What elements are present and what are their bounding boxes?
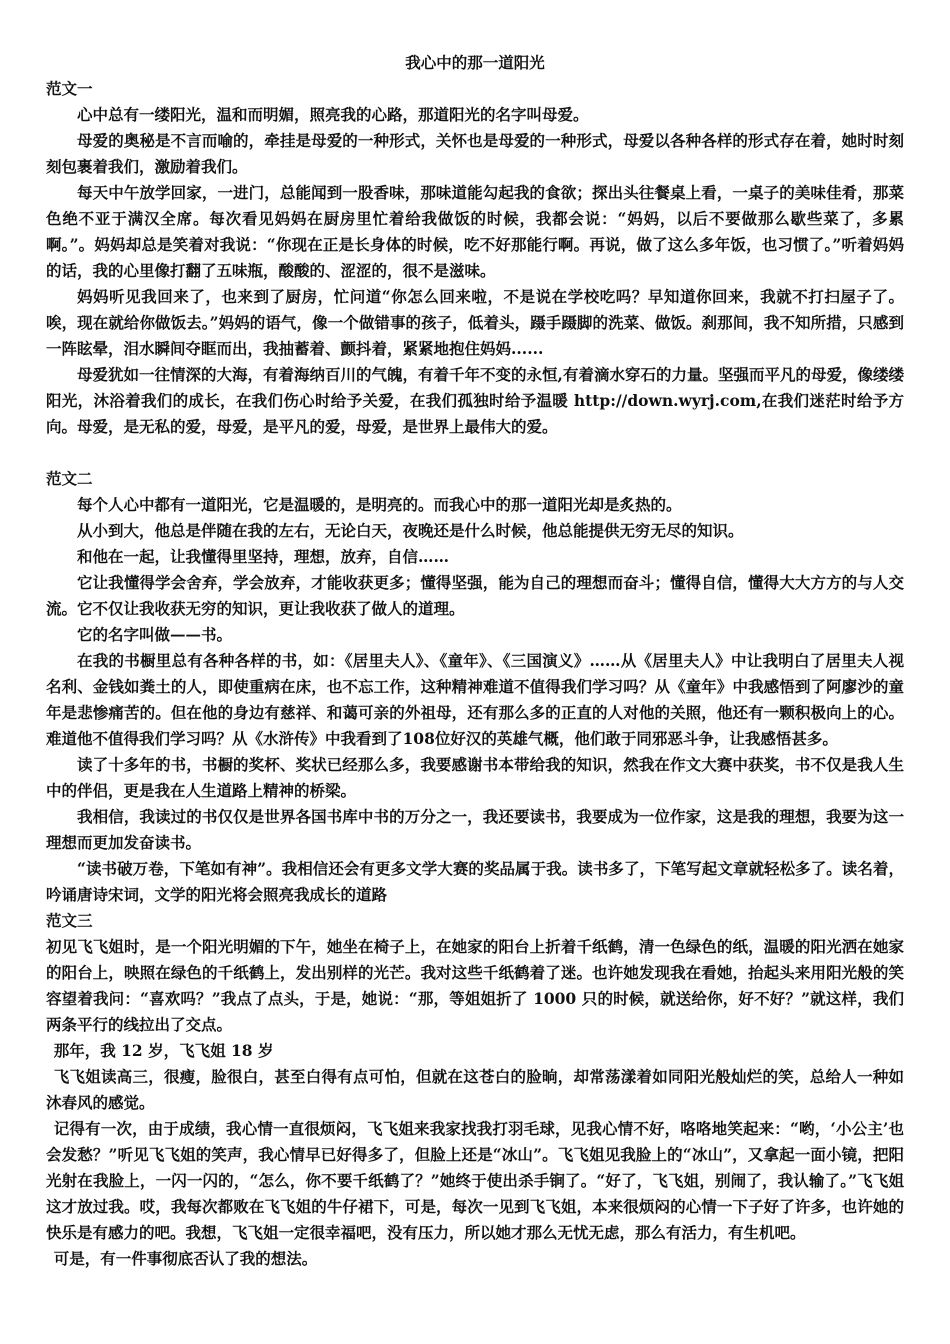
essay-1-paragraph: 母爱的奥秘是不言而喻的，牵挂是母爱的一种形式，关怀也是母爱的一种形式，母爱以各种各样的形式存在着，她时时刻刻包裹着我们，激励着我们。 (46, 131, 904, 176)
essay-2-paragraph: 它的名字叫做——书。 (77, 625, 233, 644)
essay-2-heading: 范文二 (46, 469, 93, 488)
essay-3-heading: 范文三 (46, 911, 93, 930)
document-title: 我心中的那一道阳光 (405, 53, 545, 72)
essay-2-paragraph: 我相信，我读过的书仅仅是世界各国书库中书的万分之一，我还要读书，我要成为一位作家，这是我的理想，我要为这一理想而更加发奋读书。 (46, 807, 904, 852)
essay-3-paragraph: 可是，有一件事彻底否认了我的想法。 (53, 1249, 318, 1268)
essay-1-paragraph: 心中总有一缕阳光，温和而明媚，照亮我的心路，那道阳光的名字叫母爱。 (77, 105, 589, 124)
essay-1-paragraph: 每天中午放学回家，一进门，总能闻到一股香味，那味道能勾起我的食欲；探出头往餐桌上看，一桌子的美味佳肴，那菜色绝不亚于满汉全席。每次看见妈妈在厨房里忙着给我做饭的时候，我都会说：“妈妈，以后不要做那么歇些菜了，多累啊。”。妈妈却总是笑着对我说：“你现在正是长身体的时候，吃不好那能行啊。再说，做了这么多年饭，也习惯了。”听着妈妈的话，我的心里像打翻了五味瓶，酸酸的、涩涩的，很不是滋味。 (46, 183, 904, 280)
essay-3-paragraph: 记得有一次，由于成绩，我心情一直很烦闷，飞飞姐来我家找我打羽毛球，见我心情不好，咯咯地笑起来：“哟，‘小公主’也会发愁？”听见飞飞姐的笑声，我心情早已好得多了，但脸上还是“冰山”。飞飞姐见我脸上的“冰山”，又拿起一面小镜，把阳光射在我脸上，一闪一闪的，“怎么，你不要千纸鹤了？”她终于使出杀手锏了。“好了，飞飞姐，别闹了，我认输了。”飞飞姐这才放过我。哎，我每次都败在飞飞姐的牛仔裙下，可是，每次一见到飞飞姐，本来很烦闷的心情一下子好了许多，也许她的快乐是有感力的吧。我想，飞飞姐一定很幸福吧，没有压力，所以她才那么无忧无虑，那么有活力，有生机吧。 (46, 1119, 904, 1242)
essay-3-paragraph: 飞飞姐读高三，很瘦，脸很白，甚至白得有点可怕，但就在这苍白的脸晌，却常荡漾着如同阳光般灿烂的笑，总给人一种如沐春风的感觉。 (46, 1067, 904, 1112)
essay-1-paragraph: 妈妈听见我回来了，也来到了厨房，忙问道“你怎么回来啦，不是说在学校吃吗？早知道你回来，我就不打扫屋子了。唉，现在就给你做饭去。”妈妈的语气，像一个做错事的孩子，低着头，蹑手蹑脚的洗菜、做饭。刹那间，我不知所措，只感到一阵眩晕，泪水瞬间夺眶而出，我抽蓄着、颤抖着，紧紧地抱住妈妈...... (46, 287, 904, 358)
essay-3-paragraph: 初见飞飞姐时，是一个阳光明媚的下午，她坐在椅子上，在她家的阳台上折着千纸鹤，清一色绿色的纸，温暖的阳光洒在她家的阳台上，映照在绿色的千纸鹤上，发出别样的光芒。我对这些千纸鹤着了迷。也许她发现我在看她，抬起头来用阳光般的笑容望着我问：“喜欢吗？”我点了点头，于是，她说：“那，等姐姐折了 1000 只的时候，就送给你，好不好？”就这样，我们两条平行的线拉出了交点。 (46, 937, 904, 1034)
essay-2-paragraph: 和他在一起，让我懂得里坚持，理想，放弃，自信…… (77, 547, 450, 566)
essay-2-paragraph: 每个人心中都有一道阳光，它是温暖的，是明亮的。而我心中的那一道阳光却是炙热的。 (77, 495, 682, 514)
essay-2-paragraph: 读了十多年的书，书橱的奖杯、奖状已经那么多，我要感谢书本带给我的知识，然我在作文大赛中获奖，书不仅是我人生中的伴侣，更是我在人生道路上精神的桥梁。 (46, 755, 904, 800)
section-spacer (46, 440, 904, 466)
essay-3-paragraph: 那年，我 12 岁，飞飞姐 18 岁 (53, 1041, 274, 1060)
essay-2-paragraph: 从小到大，他总是伴随在我的左右，无论白天，夜晚还是什么时候，他总能提供无穷无尽的知识。 (77, 521, 744, 540)
essay-1-paragraph: 母爱犹如一往情深的大海，有着海纳百川的气魄，有着千年不变的永恒,有着滴水穿石的力量。坚强而平凡的母爱，像缕缕阳光，沐浴着我们的成长，在我们伤心时给予关爱，在我们孤独时给予温暖 http://down.wyrj.com,在我们迷茫时给予方向。母爱，是无私的爱，母爱，是平凡的爱，母爱，是世界上最伟大的爱。 (46, 365, 904, 436)
essay-1-heading: 范文一 (46, 79, 93, 98)
essay-2-paragraph: 它让我懂得学会舍弃，学会放弃，才能收获更多；懂得坚强，能为自己的理想而奋斗；懂得自信，懂得大大方方的与人交流。它不仅让我收获无穷的知识，更让我收获了做人的道理。 (46, 573, 904, 618)
essay-2-paragraph: 在我的书橱里总有各种各样的书，如：《居里夫人》、《童年》、《三国演义》……从《居里夫人》中让我明白了居里夫人视名利、金钱如粪土的人，即使重病在床，也不忘工作，这种精神难道不值得我们学习吗？从《童年》中我感悟到了阿廖沙的童年是悲惨痛苦的。但在他的身边有慈祥、和蔼可亲的外祖母，还有那么多的正直的人对他的关照，他还有一颗积极向上的心。难道他不值得我们学习吗？从《水浒传》中我看到了108位好汉的英雄气概，他们敢于同邪恶斗争，让我感悟甚多。 (46, 651, 904, 748)
essay-2-paragraph: “读书破万卷，下笔如有神”。我相信还会有更多文学大赛的奖品属于我。读书多了，下笔写起文章就轻松多了。读名着，吟诵唐诗宋词，文学的阳光将会照亮我成长的道路 (46, 859, 904, 904)
